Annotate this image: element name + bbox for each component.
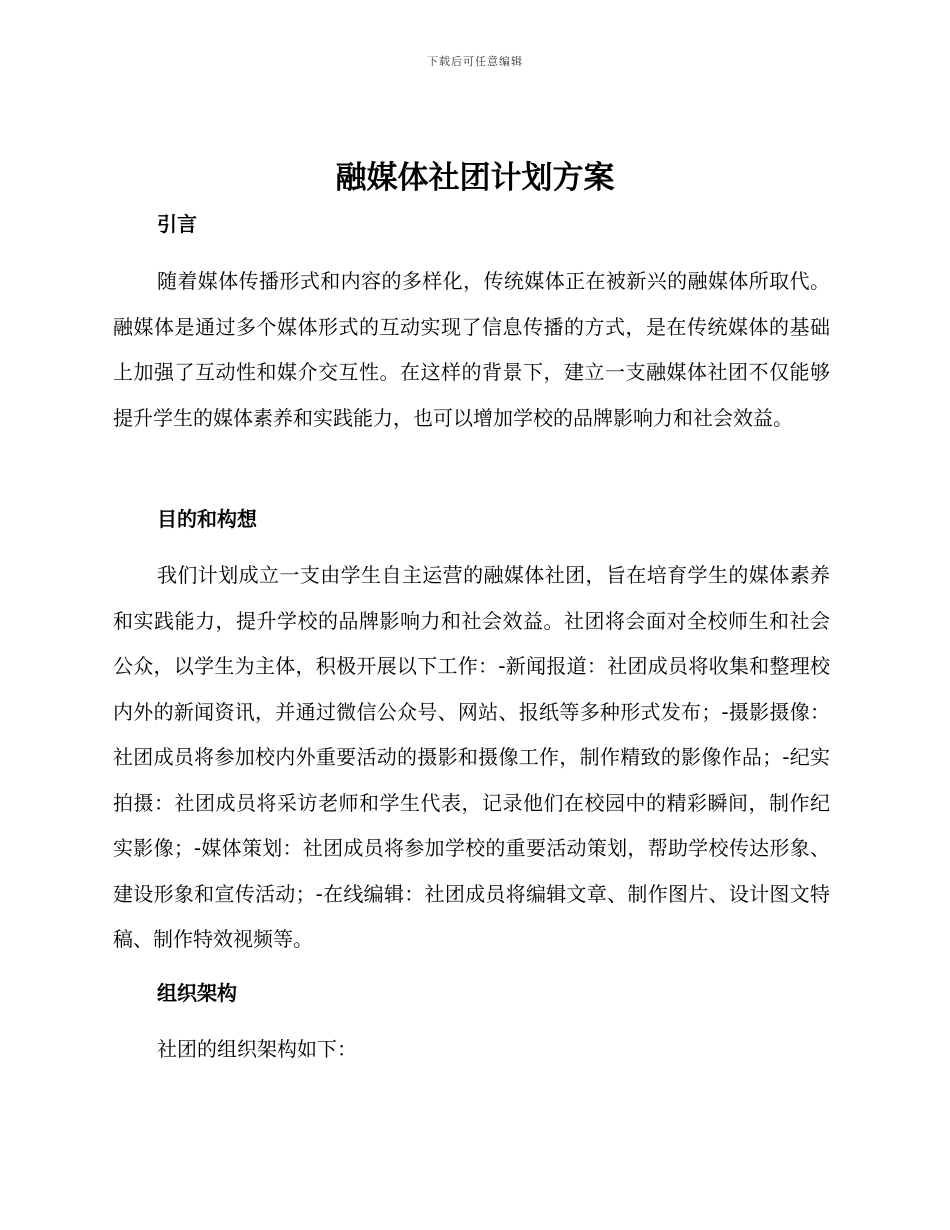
section-heading-organization: 组织架构 [157,981,237,1005]
page-header-note: 下载后可任意编辑 [427,55,523,68]
section-heading-intro: 引言 [157,212,197,236]
document-title: 融媒体社团计划方案 [335,160,615,196]
section-body-intro: 随着媒体传播形式和内容的多样化，传统媒体正在被新兴的融媒体所取代。融媒体是通过多个媒体形式的互动实现了信息传播的方式，是在传统媒体的基础上加强了互动性和媒介交互性。在这样的背景下，建立一支融媒体社团不仅能够提升学生的媒体素养和实践能力，也可以增加学校的品牌影响力和社会效益。 [113,269,830,430]
section-heading-goals: 目的和构想 [157,507,257,531]
section-body-organization: 社团的组织架构如下： [157,1037,357,1061]
section-body-goals: 我们计划成立一支由学生自主运营的融媒体社团，旨在培育学生的媒体素养和实践能力，提升学校的品牌影响力和社会效益。社团将会面对全校师生和社会公众，以学生为主体，积极开展以下工作：-新闻报道：社团成员将收集和整理校内外的新闻资讯，并通过微信公众号、网站、报纸等多种形式发布；-摄影摄像：社团成员将参加校内外重要活动的摄影和摄像工作，制作精致的影像作品；-纪实拍摄：社团成员将采访老师和学生代表，记录他们在校园中的精彩瞬间，制作纪实影像；-媒体策划：社团成员将参加学校的重要活动策划，帮助学校传达形象、建设形象和宣传活动；-在线编辑：社团成员将编辑文章、制作图片、设计图文特稿、制作特效视频等。 [113,563,830,951]
